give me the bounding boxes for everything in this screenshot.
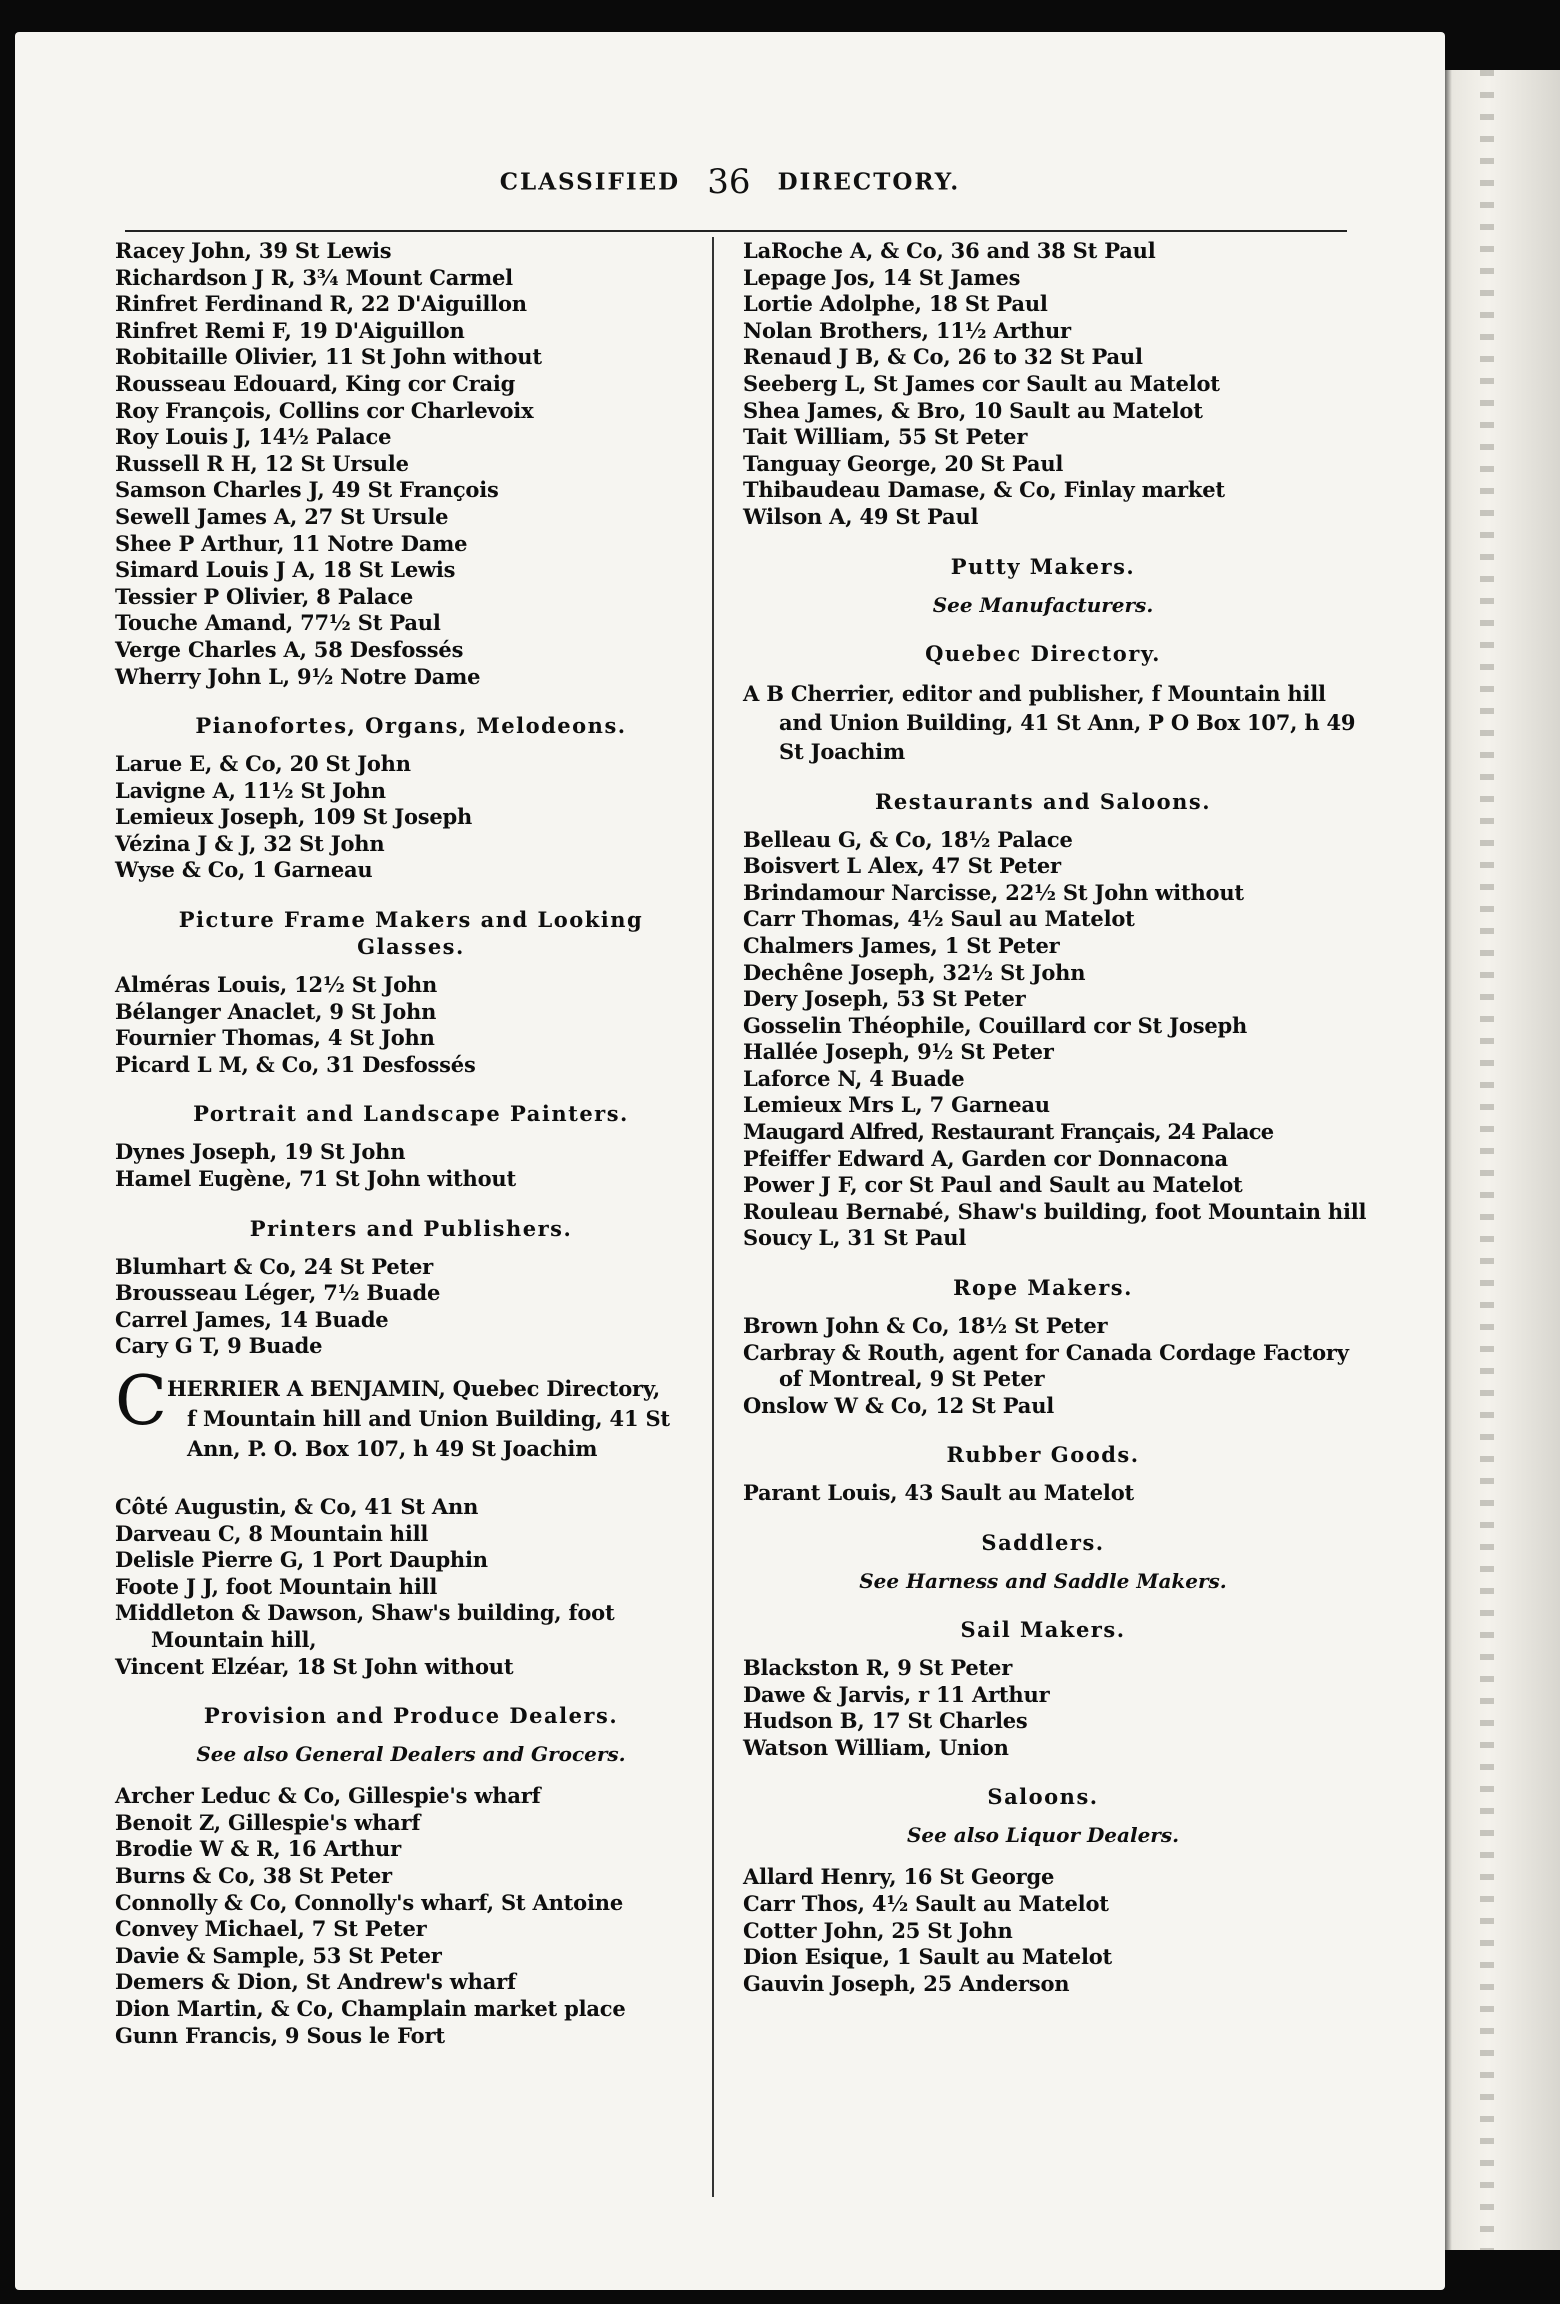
list-item: Dion Martin, & Co, Champlain market place: [115, 1995, 626, 2021]
list-item: Hudson B, 17 St Charles: [743, 1708, 1028, 1734]
column-divider: [712, 237, 714, 2197]
list-item: Laforce N, 4 Buade: [743, 1065, 965, 1091]
page-header: [15, 162, 1445, 232]
list-item: Chalmers James, 1 St Peter: [743, 932, 1060, 958]
list-item: Shee P Arthur, 11 Notre Dame: [115, 530, 468, 556]
cherrier-advertisement: [115, 1362, 707, 1484]
list-item: Wilson A, 49 St Paul: [743, 503, 979, 529]
list-item: Tanguay George, 20 St Paul: [743, 450, 1064, 476]
list-item: Foote J J, foot Mountain hill: [115, 1573, 438, 1599]
section-heading-saloons: Saloons.: [987, 1784, 1099, 1810]
see-also-saloons: See also Liquor Dealers.: [906, 1823, 1180, 1848]
ad-line-3: Ann, P. O. Box 107, h 49 St Joachim: [187, 1436, 598, 1461]
see-also-provision: See also General Dealers and Grocers.: [196, 1742, 626, 1767]
list-item: Alméras Louis, 12½ St John: [115, 972, 438, 998]
list-item: Blackston R, 9 St Peter: [743, 1655, 1013, 1680]
section-heading-quebec-directory: Quebec Directory.: [925, 640, 1161, 666]
left-column: [115, 238, 707, 2049]
section-heading-sail: Sail Makers.: [960, 1617, 1126, 1642]
list-item: Lepage Jos, 14 St James: [743, 264, 1021, 290]
ad-line-1: HERRIER A BENJAMIN, Quebec Directory,: [167, 1376, 661, 1401]
list-item: Picard L M, & Co, 31 Desfossés: [115, 1051, 476, 1077]
list-item: Brown John & Co, 18½ St Peter: [743, 1313, 1108, 1339]
header-right-word: DIRECTORY.: [777, 168, 961, 196]
list-item: Carbray & Routh, agent for Canada Cordage Factory of Montreal, 9 St Peter: [743, 1339, 1349, 1392]
page-number: 36: [707, 162, 751, 202]
section-heading-provision: Provision and Produce Dealers.: [203, 1703, 619, 1729]
header-rule: [125, 230, 1347, 232]
list-item: LaRoche A, & Co, 36 and 38 St Paul: [743, 238, 1156, 263]
list-item: Sewell James A, 27 St Ursule: [115, 503, 449, 529]
list-item: Carrel James, 14 Buade: [115, 1306, 389, 1332]
list-item: Hallée Joseph, 9½ St Peter: [743, 1039, 1054, 1065]
list-item: Brousseau Léger, 7½ Buade: [115, 1280, 441, 1306]
section-heading-picture-frame: Picture Frame Makers and Looking Glasses.: [178, 907, 644, 960]
list-item: Delisle Pierre G, 1 Port Dauphin: [115, 1547, 488, 1573]
list-item: Touche Amand, 77½ St Paul: [115, 610, 441, 636]
list-item: Archer Leduc & Co, Gillespie's wharf: [115, 1783, 541, 1809]
list-item: Lemieux Joseph, 109 St Joseph: [115, 804, 473, 830]
list-item: Robitaille Olivier, 11 St John without: [115, 344, 542, 370]
list-item: Boisvert L Alex, 47 St Peter: [743, 853, 1061, 879]
section-heading-restaurants: Restaurants and Saloons.: [874, 788, 1212, 814]
entry-list-top-left: [115, 238, 707, 690]
list-item: Cotter John, 25 St John: [743, 1917, 1013, 1943]
list-item: Samson Charles J, 49 St François: [115, 477, 499, 503]
section-heading-printers: Printers and Publishers.: [249, 1215, 573, 1241]
list-item: Tait William, 55 St Peter: [743, 424, 1028, 450]
list-item: Darveau C, 8 Mountain hill: [115, 1520, 429, 1546]
list-item: Convey Michael, 7 St Peter: [115, 1916, 427, 1942]
list-item: Russell R H, 12 St Ursule: [115, 450, 409, 476]
list-item: Verge Charles A, 58 Desfossés: [115, 636, 464, 662]
list-item: Simard Louis J A, 18 St Lewis: [115, 557, 456, 583]
list-item: Dery Joseph, 53 St Peter: [743, 986, 1026, 1012]
ad-line-2: f Mountain hill and Union Building, 41 St: [187, 1406, 670, 1431]
list-item: Carr Thomas, 4½ Saul au Matelot: [743, 906, 1135, 932]
list-item: Soucy L, 31 St Paul: [743, 1225, 967, 1251]
list-item: Gosselin Théophile, Couillard cor St Joseph: [743, 1012, 1248, 1038]
see-also-putty: See Manufacturers.: [932, 592, 1154, 617]
list-item: A B Cherrier, editor and publisher, f Mountain hill and Union Building, 41 St Ann, P O Box 107, h 49 St Joachim: [743, 680, 1356, 764]
list-item: Tessier P Olivier, 8 Palace: [115, 583, 414, 609]
list-item: Nolan Brothers, 11½ Arthur: [743, 317, 1071, 343]
list-item: Fournier Thomas, 4 St John: [115, 1025, 435, 1051]
list-item: Shea James, & Bro, 10 Sault au Matelot: [743, 397, 1203, 423]
list-item: Power J F, cor St Paul and Sault au Matelot: [743, 1172, 1243, 1198]
list-item: Watson William, Union: [743, 1734, 1009, 1760]
list-item: Thibaudeau Damase, & Co, Finlay market: [743, 477, 1225, 503]
list-item: Lortie Adolphe, 18 St Paul: [743, 291, 1048, 317]
list-item: Dynes Joseph, 19 St John: [115, 1139, 406, 1165]
list-item: Carr Thos, 4½ Sault au Matelot: [743, 1890, 1109, 1916]
list-item: Renaud J B, & Co, 26 to 32 St Paul: [743, 344, 1143, 370]
list-item: Rouleau Bernabé, Shaw's building, foot Mountain hill: [743, 1198, 1367, 1224]
list-item: Seeberg L, St James cor Sault au Matelot: [743, 370, 1220, 396]
list-item: Hamel Eugène, 71 St John without: [115, 1166, 516, 1192]
list-item: Dion Esique, 1 Sault au Matelot: [743, 1944, 1113, 1970]
list-item: Lemieux Mrs L, 7 Garneau: [743, 1092, 1050, 1118]
list-item: Vincent Elzéar, 18 St John without: [115, 1653, 514, 1679]
drop-cap-initial: C: [115, 1362, 168, 1441]
section-heading-rope: Rope Makers.: [953, 1275, 1133, 1301]
section-heading-rubber: Rubber Goods.: [946, 1442, 1140, 1468]
list-item: Brodie W & R, 16 Arthur: [115, 1836, 401, 1862]
list-item: Burns & Co, 38 St Peter: [115, 1862, 392, 1888]
header-left-word: CLASSIFIED: [499, 168, 681, 196]
list-item: Brindamour Narcisse, 22½ St John without: [743, 879, 1244, 905]
list-item: Cary G T, 9 Buade: [115, 1333, 323, 1359]
list-item: Gunn Francis, 9 Sous le Fort: [115, 2022, 445, 2048]
list-item: Côté Augustin, & Co, 41 St Ann: [115, 1494, 479, 1519]
list-item: Parant Louis, 43 Sault au Matelot: [743, 1480, 1134, 1506]
list-item: Rinfret Ferdinand R, 22 D'Aiguillon: [115, 291, 527, 317]
list-item: Rousseau Edouard, King cor Craig: [115, 370, 516, 396]
list-item: Middleton & Dawson, Shaw's building, foot Mountain hill,: [115, 1600, 615, 1652]
list-item: Connolly & Co, Connolly's wharf, St Antoine: [115, 1889, 623, 1915]
directory-page: [15, 32, 1445, 2290]
section-heading-saddlers: Saddlers.: [981, 1530, 1105, 1555]
list-item: Dawe & Jarvis, r 11 Arthur: [743, 1681, 1050, 1707]
list-item: Lavigne A, 11½ St John: [115, 777, 386, 803]
list-item: Onslow W & Co, 12 St Paul: [743, 1392, 1055, 1418]
list-item: Wherry John L, 9½ Notre Dame: [115, 663, 481, 689]
list-item: Blumhart & Co, 24 St Peter: [115, 1253, 434, 1279]
list-item: Roy Louis J, 14½ Palace: [115, 424, 392, 450]
list-item: Racey John, 39 St Lewis: [115, 238, 392, 263]
adjacent-page-edge: [1440, 70, 1560, 2250]
section-heading-putty: Putty Makers.: [950, 553, 1136, 579]
list-item: Bélanger Anaclet, 9 St John: [115, 998, 437, 1024]
list-item: Davie & Sample, 53 St Peter: [115, 1942, 442, 1968]
list-item: Dechêne Joseph, 32½ St John: [743, 959, 1086, 985]
list-item: Vézina J & J, 32 St John: [115, 830, 385, 856]
section-heading-pianofortes: Pianofortes, Organs, Melodeons.: [195, 713, 627, 739]
list-item: Wyse & Co, 1 Garneau: [115, 857, 373, 883]
list-item: Demers & Dion, St Andrew's wharf: [115, 1969, 516, 1995]
list-item: Larue E, & Co, 20 St John: [115, 751, 411, 777]
see-also-saddlers: See Harness and Saddle Makers.: [859, 1569, 1227, 1593]
list-item: Gauvin Joseph, 25 Anderson: [743, 1970, 1070, 1996]
list-item: Benoit Z, Gillespie's wharf: [115, 1809, 421, 1835]
right-column: [743, 238, 1367, 1997]
section-heading-portrait: Portrait and Landscape Painters.: [193, 1101, 629, 1127]
list-item: Allard Henry, 16 St George: [743, 1864, 1055, 1890]
list-item: Richardson J R, 3¾ Mount Carmel: [115, 264, 513, 290]
list-item: Belleau G, & Co, 18½ Palace: [743, 826, 1073, 852]
list-item: Roy François, Collins cor Charlevoix: [115, 397, 534, 423]
list-item: Maugard Alfred, Restaurant Français, 24 Palace: [743, 1119, 1274, 1145]
list-item: Pfeiffer Edward A, Garden cor Donnacona: [743, 1145, 1228, 1171]
list-item: Rinfret Remi F, 19 D'Aiguillon: [115, 317, 465, 343]
